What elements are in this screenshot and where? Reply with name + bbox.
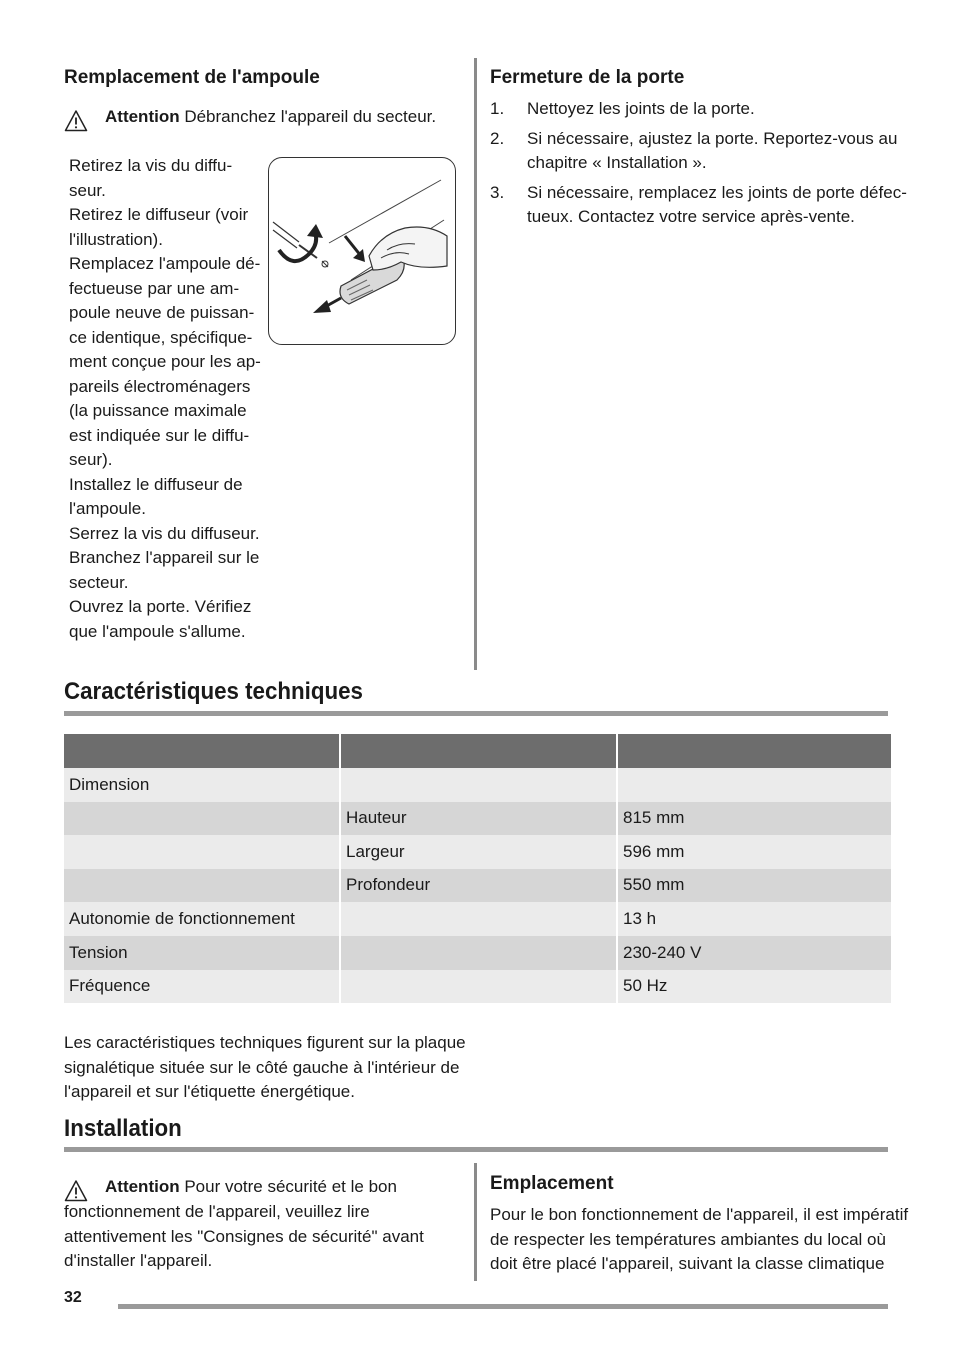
warning-label: Attention (105, 1177, 180, 1196)
table-cell: Dimension (64, 768, 339, 802)
step-text (527, 127, 897, 176)
text-line: Pour le bon fonctionnement de l'appareil, il est impératif (490, 1205, 909, 1224)
text-line: Retirez le diffuseur (voir (69, 205, 249, 224)
text-line: est indiquée sur le diffu- (69, 425, 250, 445)
table-cell: 13 h (618, 902, 891, 936)
table-cell (341, 768, 616, 802)
table-cell: 815 mm (618, 802, 891, 836)
table-cell: Autonomie de fonctionnement (64, 902, 339, 936)
table-row (64, 869, 891, 903)
table-cell: Largeur (341, 835, 616, 869)
table-cell: 50 Hz (618, 970, 891, 1004)
lamp-instructions (69, 154, 261, 644)
text-line: seur. (69, 180, 106, 200)
specs-note (64, 1031, 466, 1105)
text-line: ce identique, spécifique- (69, 327, 253, 347)
table-cell (341, 970, 616, 1004)
text-line: Branchez l'appareil sur le (69, 548, 260, 567)
specs-table (62, 734, 893, 1003)
specs-table-header (64, 734, 891, 768)
header-cell (618, 734, 891, 768)
table-row (64, 902, 891, 936)
step-number: 3. (490, 182, 505, 202)
placement-text (490, 1203, 908, 1277)
table-cell: Tension (64, 936, 339, 970)
table-cell (341, 936, 616, 970)
warning-triangle-icon (64, 109, 88, 133)
text-line: Serrez la vis du diffuseur. (69, 523, 260, 543)
text-line: l'ampoule. (69, 499, 146, 518)
text-line: attentivement les "Consignes de sécurité" avant (64, 1226, 424, 1246)
text-line: l'appareil et sur l'étiquette énergétique. (64, 1082, 355, 1101)
door-section-title: Fermeture de la porte (490, 67, 685, 88)
lamp-replacement-illustration (268, 157, 456, 345)
warning-label: Attention (105, 107, 180, 126)
door-step (490, 181, 907, 230)
text-line: que l'ampoule s'allume. (69, 621, 246, 641)
specs-section-title: Caractéristiques techniques (64, 678, 363, 705)
text-line: Si nécessaire, ajustez la porte. Reportez-vous au (527, 128, 898, 148)
table-cell (618, 768, 891, 802)
page-number: 32 (64, 1289, 82, 1306)
text-line: seur). (69, 450, 113, 469)
table-cell: 596 mm (618, 835, 891, 869)
table-cell (64, 869, 339, 903)
header-cell (64, 734, 339, 768)
lamp-section-title: Remplacement de l'ampoule (64, 67, 320, 88)
table-row (64, 768, 891, 802)
text-line: Si nécessaire, remplacez les joints de porte défec- (527, 182, 907, 202)
text-line: Les caractéristiques techniques figurent sur la plaque (64, 1033, 466, 1052)
text-line: doit être placé l'appareil, suivant la classe climatique (490, 1254, 885, 1273)
placement-section-title: Emplacement (490, 1173, 614, 1194)
step-number: 1. (490, 99, 505, 118)
text-line: Nettoyez les joints de la porte. (527, 99, 755, 118)
warning-text: Pour votre sécurité et le bon (184, 1177, 397, 1196)
table-cell: Profondeur (341, 869, 616, 903)
table-row (64, 936, 891, 970)
installation-warning-first-line (105, 1175, 397, 1200)
table-cell (64, 802, 339, 836)
text-line: Installez le diffuseur de (69, 474, 243, 494)
text-line: fectueuse par une am- (69, 278, 240, 298)
text-line: pareils électroménagers (69, 376, 251, 396)
lamp-warning (105, 105, 436, 130)
table-row (64, 802, 891, 836)
text-line: signalétique située sur le côté gauche à l'intérieur de (64, 1057, 460, 1077)
step-text (527, 97, 755, 122)
table-cell: Hauteur (341, 802, 616, 836)
header-cell (341, 734, 616, 768)
installation-section-title: Installation (64, 1115, 182, 1142)
text-line: tueux. Contactez votre service après-vente. (527, 207, 855, 226)
step-number: 2. (490, 128, 505, 148)
text-line: chapitre « Installation ». (527, 153, 707, 172)
installation-warning-text (64, 1200, 424, 1274)
table-cell: 230-240 V (618, 936, 891, 970)
table-row (64, 970, 891, 1004)
text-line: Ouvrez la porte. Vérifiez (69, 597, 252, 616)
table-cell (64, 835, 339, 869)
text-line: de respecter les températures ambiantes du local où (490, 1229, 886, 1249)
table-row (64, 835, 891, 869)
table-cell: Fréquence (64, 970, 339, 1004)
text-line: (la puissance maximale (69, 401, 247, 420)
text-line: ment conçue pour les ap- (69, 352, 261, 371)
installation-title-rule (64, 1147, 888, 1152)
door-steps-list (490, 97, 907, 235)
text-line: Remplacez l'ampoule dé- (69, 254, 261, 273)
text-line: l'illustration). (69, 229, 163, 249)
text-line: secteur. (69, 572, 129, 592)
column-divider-bottom (474, 1163, 477, 1281)
footer-rule (118, 1304, 888, 1309)
specs-title-rule (64, 711, 888, 716)
warning-text: Débranchez l'appareil du secteur. (184, 107, 437, 126)
column-divider-top (474, 58, 477, 670)
table-cell: 550 mm (618, 869, 891, 903)
table-cell (341, 902, 616, 936)
text-line: d'installer l'appareil. (64, 1251, 213, 1270)
door-step (490, 127, 907, 176)
text-line: poule neuve de puissan- (69, 303, 255, 322)
text-line: Retirez la vis du diffu- (69, 156, 233, 175)
door-step (490, 97, 907, 122)
step-text (527, 181, 907, 230)
text-line: fonctionnement de l'appareil, veuillez lire (64, 1202, 370, 1221)
